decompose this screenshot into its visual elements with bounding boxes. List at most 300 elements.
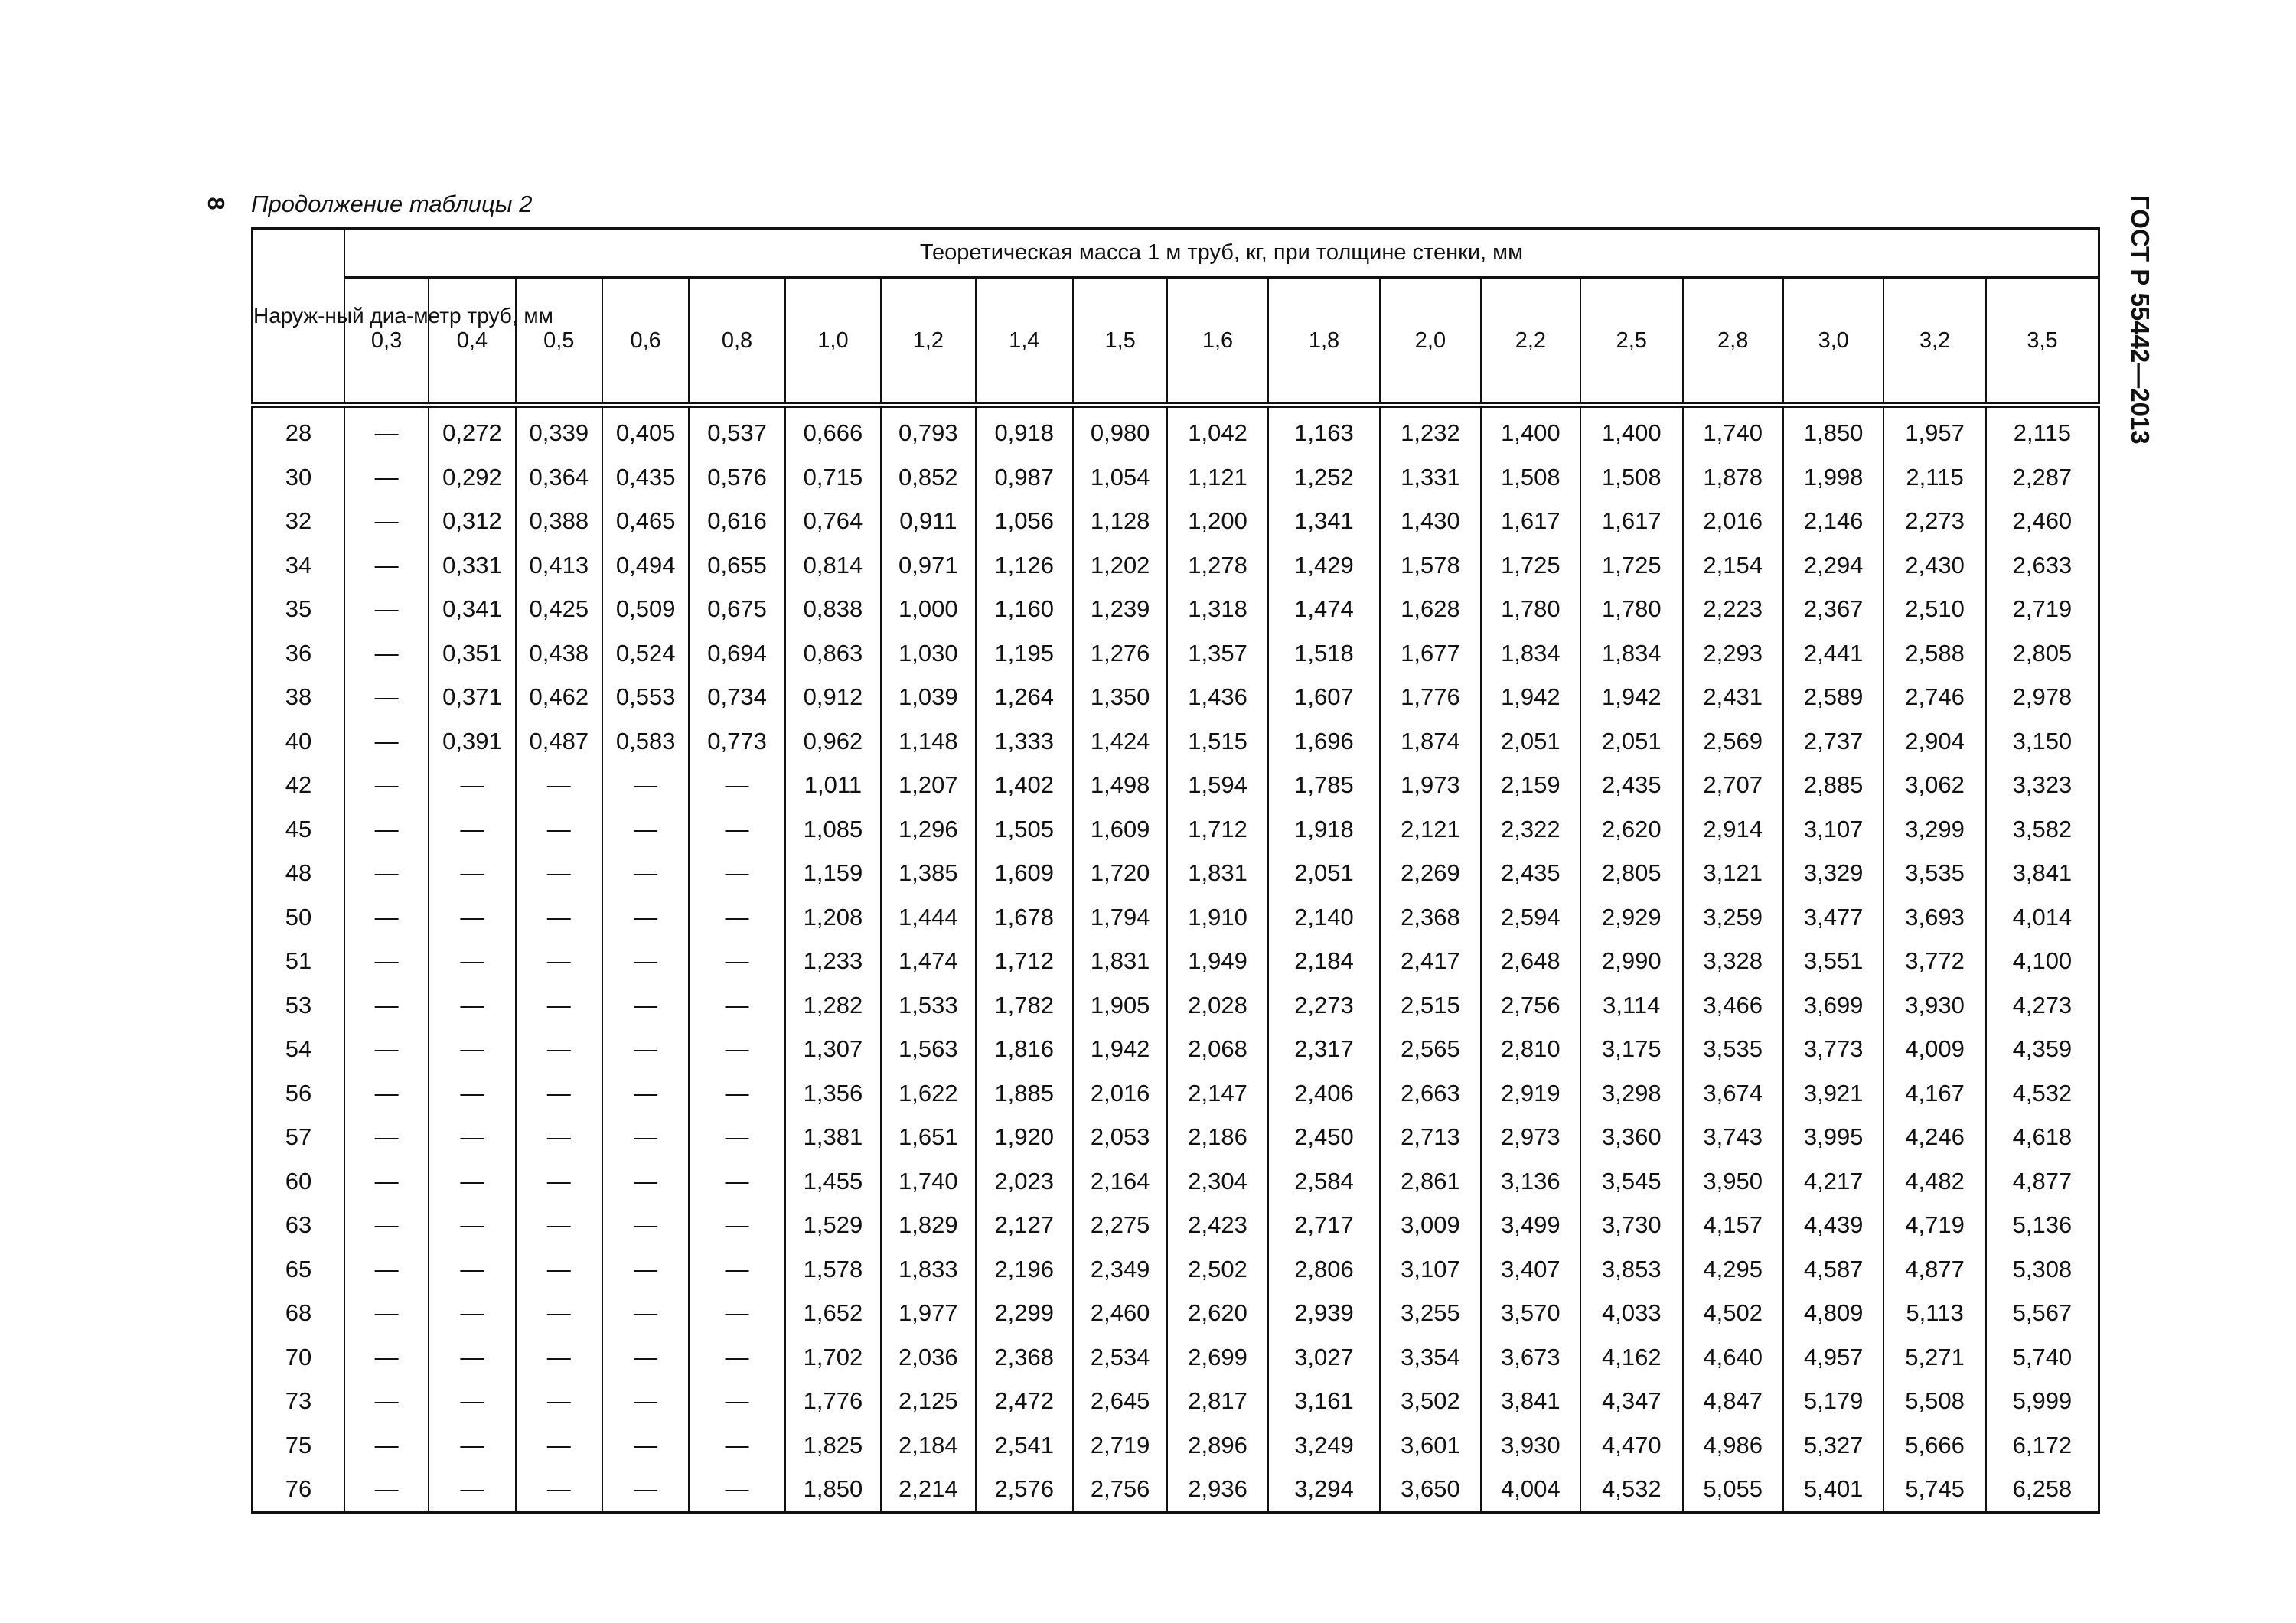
mass-cell: 2,973 bbox=[1481, 1115, 1580, 1159]
mass-cell: 1,424 bbox=[1073, 719, 1167, 764]
mass-cell: 2,663 bbox=[1380, 1071, 1480, 1116]
mass-cell: 4,877 bbox=[1986, 1159, 2099, 1204]
mass-cell: 2,154 bbox=[1683, 543, 1783, 588]
mass-cell: — bbox=[602, 1247, 689, 1292]
mass-cell: — bbox=[429, 983, 515, 1028]
mass-cell: 2,510 bbox=[1883, 587, 1985, 631]
thickness-header: 2,5 bbox=[1580, 277, 1682, 405]
mass-cell: 1,998 bbox=[1783, 455, 1883, 500]
mass-cell: 1,233 bbox=[785, 939, 881, 983]
mass-cell: — bbox=[344, 455, 429, 500]
mass-cell: 1,474 bbox=[1268, 587, 1380, 631]
table-row bbox=[253, 1027, 2099, 1071]
mass-cell: — bbox=[516, 983, 602, 1028]
mass-cell: 1,202 bbox=[1073, 543, 1167, 588]
mass-cell: 2,896 bbox=[1167, 1423, 1267, 1468]
mass-cell: — bbox=[344, 543, 429, 588]
mass-cell: 0,911 bbox=[881, 499, 975, 543]
mass-cell: 1,436 bbox=[1167, 675, 1267, 719]
pipe-mass-table bbox=[251, 227, 2100, 1514]
mass-cell: 0,509 bbox=[602, 587, 689, 631]
mass-cell: 2,990 bbox=[1580, 939, 1682, 983]
mass-cell: 2,053 bbox=[1073, 1115, 1167, 1159]
mass-cell: 1,833 bbox=[881, 1247, 975, 1292]
table-row bbox=[253, 406, 2099, 455]
mass-cell: 1,278 bbox=[1167, 543, 1267, 588]
mass-cell: — bbox=[344, 406, 429, 455]
table-row bbox=[253, 1071, 2099, 1116]
mass-cell: 1,825 bbox=[785, 1423, 881, 1468]
mass-cell: 2,756 bbox=[1481, 983, 1580, 1028]
mass-cell: — bbox=[344, 1247, 429, 1292]
mass-cell: 2,023 bbox=[976, 1159, 1073, 1204]
mass-cell: 1,957 bbox=[1883, 406, 1985, 455]
mass-cell: 3,107 bbox=[1783, 807, 1883, 852]
table-row bbox=[253, 631, 2099, 676]
mass-cell: 1,515 bbox=[1167, 719, 1267, 764]
mass-cell: — bbox=[602, 1467, 689, 1512]
mass-cell: 2,885 bbox=[1783, 763, 1883, 807]
mass-cell: 2,584 bbox=[1268, 1159, 1380, 1204]
mass-cell: — bbox=[344, 1027, 429, 1071]
mass-cell: 6,258 bbox=[1986, 1467, 2099, 1512]
diameter-cell: 65 bbox=[253, 1247, 344, 1292]
mass-cell: 1,609 bbox=[976, 851, 1073, 895]
mass-cell: 1,885 bbox=[976, 1071, 1073, 1116]
mass-cell: 3,730 bbox=[1580, 1203, 1682, 1247]
mass-cell: 1,350 bbox=[1073, 675, 1167, 719]
mass-cell: 1,920 bbox=[976, 1115, 1073, 1159]
mass-cell: 2,441 bbox=[1783, 631, 1883, 676]
mass-cell: 4,359 bbox=[1986, 1027, 2099, 1071]
mass-cell: 2,317 bbox=[1268, 1027, 1380, 1071]
mass-cell: 1,628 bbox=[1380, 587, 1480, 631]
mass-cell: 4,033 bbox=[1580, 1291, 1682, 1335]
diameter-cell: 48 bbox=[253, 851, 344, 895]
mass-cell: 0,734 bbox=[689, 675, 784, 719]
mass-cell: 4,295 bbox=[1683, 1247, 1783, 1292]
mass-cell: 0,391 bbox=[429, 719, 515, 764]
mass-cell: — bbox=[429, 1379, 515, 1423]
mass-cell: 2,914 bbox=[1683, 807, 1783, 852]
mass-cell: 1,056 bbox=[976, 499, 1073, 543]
mass-cell: 3,136 bbox=[1481, 1159, 1580, 1204]
mass-cell: 2,576 bbox=[976, 1467, 1073, 1512]
mass-cell: 1,834 bbox=[1481, 631, 1580, 676]
mass-cell: 5,327 bbox=[1783, 1423, 1883, 1468]
mass-cell: — bbox=[689, 1203, 784, 1247]
mass-cell: 2,805 bbox=[1986, 631, 2099, 676]
mass-cell: 1,341 bbox=[1268, 499, 1380, 543]
mass-cell: 2,287 bbox=[1986, 455, 2099, 500]
mass-cell: 0,425 bbox=[516, 587, 602, 631]
mass-cell: — bbox=[344, 719, 429, 764]
mass-cell: 3,107 bbox=[1380, 1247, 1480, 1292]
mass-cell: 1,282 bbox=[785, 983, 881, 1028]
mass-cell: — bbox=[344, 851, 429, 895]
mass-cell: — bbox=[689, 939, 784, 983]
mass-cell: 1,533 bbox=[881, 983, 975, 1028]
mass-cell: 2,746 bbox=[1883, 675, 1985, 719]
mass-cell: 0,918 bbox=[976, 406, 1073, 455]
mass-cell: 4,014 bbox=[1986, 895, 2099, 940]
mass-cell: 0,435 bbox=[602, 455, 689, 500]
mass-cell: — bbox=[602, 1203, 689, 1247]
mass-cell: 2,904 bbox=[1883, 719, 1985, 764]
mass-cell: 4,847 bbox=[1683, 1379, 1783, 1423]
mass-cell: 2,565 bbox=[1380, 1027, 1480, 1071]
mass-cell: 3,299 bbox=[1883, 807, 1985, 852]
mass-cell: 1,834 bbox=[1580, 631, 1682, 676]
mass-cell: 2,184 bbox=[881, 1423, 975, 1468]
mass-cell: 1,054 bbox=[1073, 455, 1167, 500]
mass-cell: 1,318 bbox=[1167, 587, 1267, 631]
mass-cell: 1,400 bbox=[1481, 406, 1580, 455]
mass-cell: 1,508 bbox=[1481, 455, 1580, 500]
mass-cell: 1,622 bbox=[881, 1071, 975, 1116]
mass-cell: — bbox=[429, 939, 515, 983]
mass-cell: 3,323 bbox=[1986, 763, 2099, 807]
mass-cell: 2,460 bbox=[1986, 499, 2099, 543]
diameter-cell: 70 bbox=[253, 1335, 344, 1380]
mass-cell: 3,853 bbox=[1580, 1247, 1682, 1292]
mass-cell: 2,805 bbox=[1580, 851, 1682, 895]
mass-cell: 1,331 bbox=[1380, 455, 1480, 500]
mass-cell: 2,051 bbox=[1580, 719, 1682, 764]
diameter-cell: 73 bbox=[253, 1379, 344, 1423]
mass-cell: 1,617 bbox=[1481, 499, 1580, 543]
mass-cell: 3,027 bbox=[1268, 1335, 1380, 1380]
mass-cell: 0,388 bbox=[516, 499, 602, 543]
thickness-header: 2,2 bbox=[1481, 277, 1580, 405]
mass-cell: 5,401 bbox=[1783, 1467, 1883, 1512]
mass-cell: 3,995 bbox=[1783, 1115, 1883, 1159]
mass-cell: — bbox=[602, 763, 689, 807]
mass-cell: — bbox=[344, 807, 429, 852]
diameter-cell: 35 bbox=[253, 587, 344, 631]
mass-cell: 2,016 bbox=[1683, 499, 1783, 543]
mass-cell: 1,850 bbox=[785, 1467, 881, 1512]
mass-cell: 1,816 bbox=[976, 1027, 1073, 1071]
mass-cell: — bbox=[689, 1027, 784, 1071]
mass-cell: 2,299 bbox=[976, 1291, 1073, 1335]
thickness-header: 0,5 bbox=[516, 277, 602, 405]
mass-cell: 2,164 bbox=[1073, 1159, 1167, 1204]
table-row bbox=[253, 1423, 2099, 1468]
mass-cell: 0,576 bbox=[689, 455, 784, 500]
mass-cell: 0,364 bbox=[516, 455, 602, 500]
mass-cell: 2,460 bbox=[1073, 1291, 1167, 1335]
mass-cell: 0,980 bbox=[1073, 406, 1167, 455]
mass-cell: 3,950 bbox=[1683, 1159, 1783, 1204]
mass-cell: 4,877 bbox=[1883, 1247, 1985, 1292]
mass-cell: 2,817 bbox=[1167, 1379, 1267, 1423]
mass-cell: 4,502 bbox=[1683, 1291, 1783, 1335]
mass-cell: 2,515 bbox=[1380, 983, 1480, 1028]
mass-cell: 1,385 bbox=[881, 851, 975, 895]
mass-cell: — bbox=[602, 983, 689, 1028]
mass-cell: 4,640 bbox=[1683, 1335, 1783, 1380]
mass-cell: 4,482 bbox=[1883, 1159, 1985, 1204]
mass-cell: 1,356 bbox=[785, 1071, 881, 1116]
mass-cell: 1,429 bbox=[1268, 543, 1380, 588]
mass-cell: 2,294 bbox=[1783, 543, 1883, 588]
mass-cell: 4,532 bbox=[1986, 1071, 2099, 1116]
mass-cell: 4,009 bbox=[1883, 1027, 1985, 1071]
mass-cell: 2,121 bbox=[1380, 807, 1480, 852]
mass-cell: — bbox=[516, 1203, 602, 1247]
table-row bbox=[253, 1159, 2099, 1204]
mass-cell: 2,645 bbox=[1073, 1379, 1167, 1423]
mass-cell: 1,126 bbox=[976, 543, 1073, 588]
diameter-cell: 36 bbox=[253, 631, 344, 676]
mass-cell: — bbox=[602, 851, 689, 895]
mass-cell: 1,000 bbox=[881, 587, 975, 631]
mass-cell: 3,499 bbox=[1481, 1203, 1580, 1247]
thickness-header: 3,2 bbox=[1883, 277, 1985, 405]
diameter-cell: 75 bbox=[253, 1423, 344, 1468]
diameter-cell: 34 bbox=[253, 543, 344, 588]
mass-cell: 0,962 bbox=[785, 719, 881, 764]
mass-cell: 2,016 bbox=[1073, 1071, 1167, 1116]
mass-cell: 0,351 bbox=[429, 631, 515, 676]
mass-cell: 2,717 bbox=[1268, 1203, 1380, 1247]
mass-cell: 0,312 bbox=[429, 499, 515, 543]
mass-cell: 0,494 bbox=[602, 543, 689, 588]
mass-cell: — bbox=[516, 1247, 602, 1292]
mass-cell: — bbox=[429, 1335, 515, 1380]
mass-cell: — bbox=[429, 1027, 515, 1071]
diameter-cell: 54 bbox=[253, 1027, 344, 1071]
mass-cell: — bbox=[689, 1115, 784, 1159]
mass-cell: 2,196 bbox=[976, 1247, 1073, 1292]
mass-cell: 1,039 bbox=[881, 675, 975, 719]
mass-cell: 3,930 bbox=[1481, 1423, 1580, 1468]
mass-cell: 3,175 bbox=[1580, 1027, 1682, 1071]
mass-cell: 3,360 bbox=[1580, 1115, 1682, 1159]
mass-cell: 1,607 bbox=[1268, 675, 1380, 719]
mass-cell: 1,128 bbox=[1073, 499, 1167, 543]
mass-cell: 0,462 bbox=[516, 675, 602, 719]
diameter-cell: 42 bbox=[253, 763, 344, 807]
diameter-cell: 76 bbox=[253, 1467, 344, 1512]
mass-cell: — bbox=[344, 1291, 429, 1335]
mass-cell: 2,068 bbox=[1167, 1027, 1267, 1071]
mass-cell: 3,930 bbox=[1883, 983, 1985, 1028]
mass-cell: 3,259 bbox=[1683, 895, 1783, 940]
mass-cell: 3,328 bbox=[1683, 939, 1783, 983]
thickness-header-row bbox=[253, 277, 2099, 405]
mass-cell: — bbox=[429, 1467, 515, 1512]
mass-cell: — bbox=[602, 1335, 689, 1380]
diameter-cell: 51 bbox=[253, 939, 344, 983]
mass-cell: 2,939 bbox=[1268, 1291, 1380, 1335]
mass-cell: 3,650 bbox=[1380, 1467, 1480, 1512]
page-number: 8 bbox=[203, 197, 230, 210]
mass-cell: 1,195 bbox=[976, 631, 1073, 676]
mass-cell: 2,368 bbox=[1380, 895, 1480, 940]
mass-cell: 5,999 bbox=[1986, 1379, 2099, 1423]
mass-cell: — bbox=[429, 763, 515, 807]
mass-cell: 2,620 bbox=[1167, 1291, 1267, 1335]
mass-cell: 1,918 bbox=[1268, 807, 1380, 852]
thickness-header: 1,8 bbox=[1268, 277, 1380, 405]
thickness-header: 0,8 bbox=[689, 277, 784, 405]
mass-cell: — bbox=[602, 1291, 689, 1335]
mass-cell: — bbox=[602, 1115, 689, 1159]
mass-cell: 4,246 bbox=[1883, 1115, 1985, 1159]
mass-cell: 2,435 bbox=[1580, 763, 1682, 807]
mass-cell: — bbox=[689, 1379, 784, 1423]
mass-cell: 2,713 bbox=[1380, 1115, 1480, 1159]
mass-cell: 5,271 bbox=[1883, 1335, 1985, 1380]
mass-cell: 3,161 bbox=[1268, 1379, 1380, 1423]
mass-cell: 4,162 bbox=[1580, 1335, 1682, 1380]
mass-cell: — bbox=[344, 983, 429, 1028]
mass-cell: 1,252 bbox=[1268, 455, 1380, 500]
mass-cell: 0,987 bbox=[976, 455, 1073, 500]
mass-cell: 2,368 bbox=[976, 1335, 1073, 1380]
mass-cell: 1,725 bbox=[1580, 543, 1682, 588]
mass-cell: 1,159 bbox=[785, 851, 881, 895]
mass-cell: 3,582 bbox=[1986, 807, 2099, 852]
mass-cell: — bbox=[429, 1203, 515, 1247]
mass-cell: 1,594 bbox=[1167, 763, 1267, 807]
mass-cell: 3,601 bbox=[1380, 1423, 1480, 1468]
mass-cell: 2,304 bbox=[1167, 1159, 1267, 1204]
table-row bbox=[253, 543, 2099, 588]
mass-cell: 2,349 bbox=[1073, 1247, 1167, 1292]
mass-cell: 2,051 bbox=[1268, 851, 1380, 895]
diameter-cell: 28 bbox=[253, 406, 344, 455]
mass-cell: 3,773 bbox=[1783, 1027, 1883, 1071]
table-row bbox=[253, 939, 2099, 983]
mass-cell: 1,677 bbox=[1380, 631, 1480, 676]
mass-cell: 1,400 bbox=[1580, 406, 1682, 455]
mass-cell: 2,719 bbox=[1073, 1423, 1167, 1468]
table-row bbox=[253, 1467, 2099, 1512]
mass-cell: — bbox=[516, 1467, 602, 1512]
mass-cell: 2,861 bbox=[1380, 1159, 1480, 1204]
mass-cell: 2,147 bbox=[1167, 1071, 1267, 1116]
mass-cell: 2,472 bbox=[976, 1379, 1073, 1423]
mass-cell: 0,371 bbox=[429, 675, 515, 719]
mass-cell: 1,239 bbox=[1073, 587, 1167, 631]
mass-cell: 4,004 bbox=[1481, 1467, 1580, 1512]
mass-cell: — bbox=[344, 587, 429, 631]
table-row bbox=[253, 587, 2099, 631]
mass-cell: 2,435 bbox=[1481, 851, 1580, 895]
mass-cell: 0,694 bbox=[689, 631, 784, 676]
mass-cell: 1,617 bbox=[1580, 499, 1682, 543]
mass-cell: 2,756 bbox=[1073, 1467, 1167, 1512]
mass-cell: — bbox=[516, 1159, 602, 1204]
thickness-header: 1,5 bbox=[1073, 277, 1167, 405]
mass-cell: 1,831 bbox=[1073, 939, 1167, 983]
mass-cell: — bbox=[344, 1335, 429, 1380]
table-row bbox=[253, 1115, 2099, 1159]
mass-cell: 4,217 bbox=[1783, 1159, 1883, 1204]
mass-cell: — bbox=[689, 1247, 784, 1292]
mass-cell: — bbox=[689, 763, 784, 807]
thickness-header: 1,2 bbox=[881, 277, 975, 405]
mass-cell: — bbox=[516, 1379, 602, 1423]
mass-cell: — bbox=[344, 1423, 429, 1468]
mass-cell: 5,508 bbox=[1883, 1379, 1985, 1423]
mass-cell: 1,740 bbox=[881, 1159, 975, 1204]
mass-cell: 0,438 bbox=[516, 631, 602, 676]
mass-cell: — bbox=[429, 1071, 515, 1116]
mass-cell: 1,357 bbox=[1167, 631, 1267, 676]
table-row bbox=[253, 851, 2099, 895]
mass-cell: 1,264 bbox=[976, 675, 1073, 719]
mass-cell: 1,720 bbox=[1073, 851, 1167, 895]
mass-cell: 1,678 bbox=[976, 895, 1073, 940]
mass-cell: 1,905 bbox=[1073, 983, 1167, 1028]
mass-cell: 4,719 bbox=[1883, 1203, 1985, 1247]
mass-cell: 3,294 bbox=[1268, 1467, 1380, 1512]
table-row bbox=[253, 807, 2099, 852]
mass-cell: 0,465 bbox=[602, 499, 689, 543]
mass-cell: — bbox=[429, 1159, 515, 1204]
mass-cell: 3,772 bbox=[1883, 939, 1985, 983]
mass-cell: — bbox=[344, 763, 429, 807]
mass-cell: — bbox=[516, 1335, 602, 1380]
mass-cell: 1,942 bbox=[1580, 675, 1682, 719]
mass-cell: 4,809 bbox=[1783, 1291, 1883, 1335]
mass-cell: 2,406 bbox=[1268, 1071, 1380, 1116]
mass-cell: — bbox=[602, 1423, 689, 1468]
mass-cell: 1,878 bbox=[1683, 455, 1783, 500]
mass-cell: 3,114 bbox=[1580, 983, 1682, 1028]
diameter-cell: 63 bbox=[253, 1203, 344, 1247]
mass-cell: 1,208 bbox=[785, 895, 881, 940]
mass-cell: 3,921 bbox=[1783, 1071, 1883, 1116]
mass-cell: 3,062 bbox=[1883, 763, 1985, 807]
thickness-header: 0,6 bbox=[602, 277, 689, 405]
mass-cell: 1,782 bbox=[976, 983, 1073, 1028]
mass-cell: 3,699 bbox=[1783, 983, 1883, 1028]
diameter-column-header: Наруж-ный диа-метр труб, мм bbox=[253, 229, 344, 406]
diameter-cell: 56 bbox=[253, 1071, 344, 1116]
mass-cell: — bbox=[344, 895, 429, 940]
mass-cell: 4,100 bbox=[1986, 939, 2099, 983]
mass-cell: — bbox=[602, 1379, 689, 1423]
mass-cell: — bbox=[602, 895, 689, 940]
table-row bbox=[253, 895, 2099, 940]
mass-cell: 3,354 bbox=[1380, 1335, 1480, 1380]
mass-cell: 2,051 bbox=[1481, 719, 1580, 764]
mass-cell: 1,776 bbox=[1380, 675, 1480, 719]
mass-cell: 1,696 bbox=[1268, 719, 1380, 764]
mass-cell: 0,655 bbox=[689, 543, 784, 588]
mass-cell: 2,269 bbox=[1380, 851, 1480, 895]
mass-cell: 4,273 bbox=[1986, 983, 2099, 1028]
mass-cell: — bbox=[516, 1291, 602, 1335]
mass-cell: 3,545 bbox=[1580, 1159, 1682, 1204]
mass-cell: 1,740 bbox=[1683, 406, 1783, 455]
mass-cell: — bbox=[516, 1071, 602, 1116]
mass-cell: 1,949 bbox=[1167, 939, 1267, 983]
table-header-row bbox=[253, 229, 2099, 278]
mass-cell: 3,743 bbox=[1683, 1115, 1783, 1159]
mass-cell: — bbox=[689, 1335, 784, 1380]
mass-cell: 2,214 bbox=[881, 1467, 975, 1512]
mass-cell: 1,794 bbox=[1073, 895, 1167, 940]
mass-cell: — bbox=[516, 807, 602, 852]
mass-cell: 1,910 bbox=[1167, 895, 1267, 940]
mass-cell: 1,042 bbox=[1167, 406, 1267, 455]
